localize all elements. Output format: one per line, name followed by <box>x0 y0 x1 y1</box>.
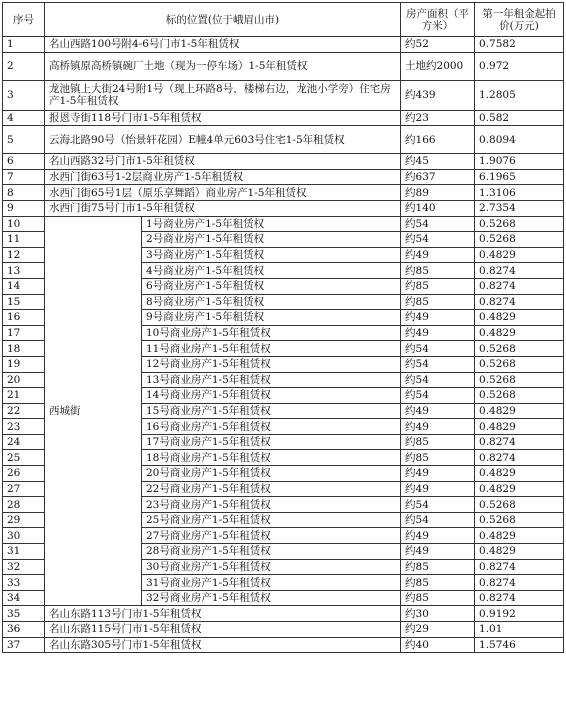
row-location: 22号商业房产1-5年租赁权 <box>142 481 401 497</box>
row-number: 32 <box>3 559 45 575</box>
row-number: 18 <box>3 341 45 357</box>
table-row <box>3 126 564 154</box>
row-area: 约49 <box>401 528 475 544</box>
row-number: 16 <box>3 310 45 326</box>
row-area: 约49 <box>401 419 475 435</box>
row-price: 0.4829 <box>475 403 564 419</box>
row-location: 27号商业房产1-5年租赁权 <box>142 528 401 544</box>
row-area: 约85 <box>401 575 475 591</box>
row-location: 水西门街65号1层（原乐享舞蹈）商业房产1-5年租赁权 <box>45 185 401 201</box>
row-area: 约85 <box>401 294 475 310</box>
row-price: 1.9076 <box>475 154 564 170</box>
row-location: 10号商业房产1-5年租赁权 <box>142 325 401 341</box>
row-price: 0.4829 <box>475 528 564 544</box>
row-area: 约54 <box>401 216 475 232</box>
row-location: 水西门街63号1-2层商业房产1-5年租赁权 <box>45 169 401 185</box>
row-number: 37 <box>3 637 45 653</box>
lease-auction-table <box>2 2 564 653</box>
row-number: 15 <box>3 294 45 310</box>
row-price: 0.4829 <box>475 325 564 341</box>
table-row <box>3 110 564 126</box>
row-number: 3 <box>3 80 45 110</box>
row-price: 0.8274 <box>475 434 564 450</box>
row-location: 3号商业房产1-5年租赁权 <box>142 247 401 263</box>
row-location: 12号商业房产1-5年租赁权 <box>142 356 401 372</box>
row-area: 约40 <box>401 637 475 653</box>
header-location: 标的位置(位于峨眉山市) <box>45 3 401 37</box>
row-number: 30 <box>3 528 45 544</box>
row-number: 25 <box>3 450 45 466</box>
row-number: 7 <box>3 169 45 185</box>
row-number: 9 <box>3 200 45 216</box>
row-price: 0.9192 <box>475 606 564 622</box>
row-number: 12 <box>3 247 45 263</box>
row-location: 名山东路115号门市1-5年租赁权 <box>45 622 401 638</box>
row-price: 0.5268 <box>475 341 564 357</box>
row-area: 约49 <box>401 310 475 326</box>
row-area: 约85 <box>401 434 475 450</box>
row-area: 约29 <box>401 622 475 638</box>
row-location: 龙池镇上大街24号附1号（现上环路8号，楼梯右边，龙池小学旁）住宅房产1-5年租赁权 <box>45 80 401 110</box>
row-location: 6号商业房产1-5年租赁权 <box>142 278 401 294</box>
row-area: 约85 <box>401 590 475 606</box>
row-location: 名山西路100号附4-6号门市1-5年租赁权 <box>45 37 401 53</box>
row-area: 约85 <box>401 263 475 279</box>
row-number: 27 <box>3 481 45 497</box>
row-location: 17号商业房产1-5年租赁权 <box>142 434 401 450</box>
row-number: 24 <box>3 434 45 450</box>
row-number: 11 <box>3 232 45 248</box>
row-price: 0.8094 <box>475 126 564 154</box>
row-area: 约637 <box>401 169 475 185</box>
row-area: 约49 <box>401 247 475 263</box>
row-price: 0.4829 <box>475 466 564 482</box>
table-row <box>3 154 564 170</box>
row-location: 报恩寺街118号门市1-5年租赁权 <box>45 110 401 126</box>
row-location: 13号商业房产1-5年租赁权 <box>142 372 401 388</box>
row-price: 0.8274 <box>475 450 564 466</box>
row-number: 28 <box>3 497 45 513</box>
table-row <box>3 216 564 232</box>
row-price: 1.5746 <box>475 637 564 653</box>
row-price: 1.2805 <box>475 80 564 110</box>
row-number: 26 <box>3 466 45 482</box>
row-price: 0.5268 <box>475 232 564 248</box>
header-price: 第一年租金起拍价(万元) <box>475 3 564 37</box>
row-location: 9号商业房产1-5年租赁权 <box>142 310 401 326</box>
row-location: 28号商业房产1-5年租赁权 <box>142 544 401 560</box>
row-price: 1.3106 <box>475 185 564 201</box>
row-price: 0.4829 <box>475 310 564 326</box>
row-area: 约54 <box>401 341 475 357</box>
row-number: 1 <box>3 37 45 53</box>
row-location: 32号商业房产1-5年租赁权 <box>142 590 401 606</box>
row-price: 0.5268 <box>475 356 564 372</box>
row-price: 0.4829 <box>475 247 564 263</box>
row-number: 4 <box>3 110 45 126</box>
row-number: 14 <box>3 278 45 294</box>
row-price: 0.4829 <box>475 419 564 435</box>
row-area: 约54 <box>401 512 475 528</box>
row-price: 0.582 <box>475 110 564 126</box>
table-row <box>3 185 564 201</box>
row-area: 约140 <box>401 200 475 216</box>
row-area: 约45 <box>401 154 475 170</box>
row-price: 0.5268 <box>475 497 564 513</box>
row-location: 2号商业房产1-5年租赁权 <box>142 232 401 248</box>
row-area: 约23 <box>401 110 475 126</box>
row-price: 2.7354 <box>475 200 564 216</box>
row-price: 0.4829 <box>475 481 564 497</box>
row-area: 约85 <box>401 450 475 466</box>
row-location: 20号商业房产1-5年租赁权 <box>142 466 401 482</box>
row-price: 0.8274 <box>475 278 564 294</box>
row-area: 约49 <box>401 466 475 482</box>
row-location: 15号商业房产1-5年租赁权 <box>142 403 401 419</box>
row-price: 0.5268 <box>475 216 564 232</box>
row-number: 20 <box>3 372 45 388</box>
header-seq: 序号 <box>3 3 45 37</box>
row-price: 0.8274 <box>475 559 564 575</box>
row-price: 0.5268 <box>475 388 564 404</box>
row-number: 2 <box>3 52 45 80</box>
row-price: 0.5268 <box>475 372 564 388</box>
row-location: 云海北路90号（怡景轩花园）E幢4单元603号住宅1-5年租赁权 <box>45 126 401 154</box>
table-row <box>3 52 564 80</box>
row-number: 22 <box>3 403 45 419</box>
row-area: 土地约2000 <box>401 52 475 80</box>
table-row <box>3 200 564 216</box>
row-price: 0.8274 <box>475 590 564 606</box>
row-area: 约49 <box>401 544 475 560</box>
row-number: 36 <box>3 622 45 638</box>
row-number: 6 <box>3 154 45 170</box>
table-row <box>3 606 564 622</box>
row-location: 16号商业房产1-5年租赁权 <box>142 419 401 435</box>
row-location: 25号商业房产1-5年租赁权 <box>142 512 401 528</box>
row-location: 18号商业房产1-5年租赁权 <box>142 450 401 466</box>
row-number: 33 <box>3 575 45 591</box>
row-location: 30号商业房产1-5年租赁权 <box>142 559 401 575</box>
row-price: 0.7582 <box>475 37 564 53</box>
table-header-row <box>3 3 564 37</box>
row-location: 23号商业房产1-5年租赁权 <box>142 497 401 513</box>
row-area: 约166 <box>401 126 475 154</box>
row-area: 约85 <box>401 559 475 575</box>
row-number: 31 <box>3 544 45 560</box>
row-area: 约54 <box>401 232 475 248</box>
row-number: 17 <box>3 325 45 341</box>
row-area: 约49 <box>401 325 475 341</box>
row-location: 1号商业房产1-5年租赁权 <box>142 216 401 232</box>
row-area: 约89 <box>401 185 475 201</box>
table-row <box>3 80 564 110</box>
row-location: 名山东路305号门市1-5年租赁权 <box>45 637 401 653</box>
table-row <box>3 37 564 53</box>
row-area: 约52 <box>401 37 475 53</box>
row-area: 约85 <box>401 278 475 294</box>
row-area: 约439 <box>401 80 475 110</box>
row-number: 29 <box>3 512 45 528</box>
group-label-xichengjie: 西城街 <box>45 216 142 606</box>
row-number: 19 <box>3 356 45 372</box>
row-area: 约49 <box>401 481 475 497</box>
row-location: 高桥镇原高桥镇碗厂土地（现为一停车场）1-5年租赁权 <box>45 52 401 80</box>
row-price: 0.972 <box>475 52 564 80</box>
row-location: 31号商业房产1-5年租赁权 <box>142 575 401 591</box>
row-location: 8号商业房产1-5年租赁权 <box>142 294 401 310</box>
row-number: 21 <box>3 388 45 404</box>
row-price: 0.4829 <box>475 544 564 560</box>
row-price: 0.5268 <box>475 512 564 528</box>
row-location: 4号商业房产1-5年租赁权 <box>142 263 401 279</box>
row-number: 5 <box>3 126 45 154</box>
row-area: 约54 <box>401 372 475 388</box>
row-location: 11号商业房产1-5年租赁权 <box>142 341 401 357</box>
row-number: 23 <box>3 419 45 435</box>
row-price: 1.01 <box>475 622 564 638</box>
row-area: 约54 <box>401 388 475 404</box>
row-area: 约54 <box>401 356 475 372</box>
row-price: 0.8274 <box>475 575 564 591</box>
row-area: 约49 <box>401 403 475 419</box>
row-location: 名山西路32号门市1-5年租赁权 <box>45 154 401 170</box>
table-row <box>3 169 564 185</box>
row-location: 水西门街75号门市1-5年租赁权 <box>45 200 401 216</box>
row-area: 约54 <box>401 497 475 513</box>
row-price: 0.8274 <box>475 294 564 310</box>
row-price: 0.8274 <box>475 263 564 279</box>
row-number: 35 <box>3 606 45 622</box>
row-number: 10 <box>3 216 45 232</box>
row-price: 6.1965 <box>475 169 564 185</box>
row-number: 34 <box>3 590 45 606</box>
table-row <box>3 622 564 638</box>
row-area: 约30 <box>401 606 475 622</box>
row-location: 名山东路113号门市1-5年租赁权 <box>45 606 401 622</box>
row-number: 13 <box>3 263 45 279</box>
table-row <box>3 637 564 653</box>
row-location: 14号商业房产1-5年租赁权 <box>142 388 401 404</box>
row-number: 8 <box>3 185 45 201</box>
header-area: 房产面积（平方米） <box>401 3 475 37</box>
